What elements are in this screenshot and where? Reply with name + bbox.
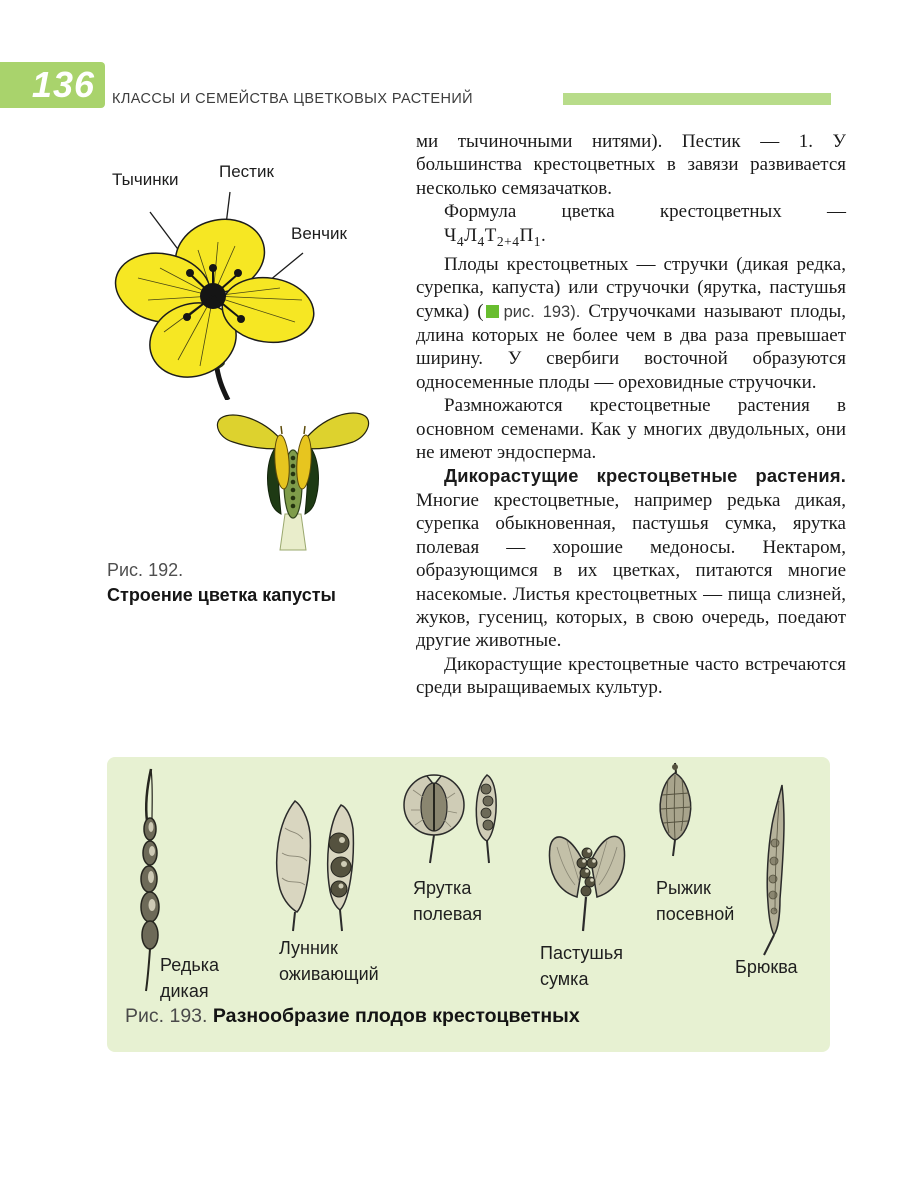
label-stamens: Тычинки xyxy=(112,170,179,189)
running-header: КЛАССЫ И СЕМЕЙСТВА ЦВЕТКОВЫХ РАСТЕНИЙ xyxy=(112,91,474,107)
fig193-caption xyxy=(125,1005,580,1028)
label-corolla: Венчик xyxy=(291,224,347,243)
fruit-camelina-illustration xyxy=(653,761,701,859)
formula-sub: 1 xyxy=(533,233,541,249)
paragraph-3 xyxy=(416,253,846,394)
page-number: 136 xyxy=(31,64,95,105)
formula-letter: П xyxy=(519,224,534,246)
paragraph-1: ми тычиночными нитями). Пестик — 1. У большинства крестоцветных в завязи развивается несколько семязачатков. xyxy=(416,131,846,199)
page-number-box xyxy=(0,62,105,108)
fruit-pennycress-illustration xyxy=(403,765,511,867)
fig193-caption-number: Рис. 193. xyxy=(125,1005,208,1027)
formula-letter: Т xyxy=(484,224,497,246)
formula-letter: Л xyxy=(464,224,478,246)
formula-period: . xyxy=(540,224,547,246)
fruit-shepherds-purse-illustration xyxy=(545,827,629,935)
fruit-label-camelina: Рыжик посевной xyxy=(656,878,735,924)
paragraph-2-lead: Формула цветка крестоцветных — xyxy=(444,201,846,223)
fig193-panel xyxy=(107,757,830,1052)
fruit-label-pennycress: Ярутка полевая xyxy=(413,878,482,924)
formula-letter: Ч xyxy=(444,224,457,246)
fig192-flower-section xyxy=(213,390,373,555)
formula-sub: 4 xyxy=(477,233,485,249)
figure-ref-label: рис. 193). xyxy=(503,302,581,321)
flower-section-illustration xyxy=(213,390,373,555)
paragraph-5-text: Многие крестоцветные, например редька дикая, сурепка обыкновенная, пастушья сумка, ярутка полевая — хорошие медоносы. Нектаром, образующимся в их цветках, питаются многие насекомые. Листья крестоцветных — пища слизней, жуков, гусениц, которых, в свою очередь, поедают другие животные. xyxy=(416,489,846,652)
fig192-caption xyxy=(107,560,336,606)
paragraph-5-heading: Дикорастущие крестоцветные растения. xyxy=(444,465,846,487)
paragraph-4: Размножаются крестоцветные растения в основном семенами. Как у многих двудольных, они не имеют эндосперма. xyxy=(416,395,846,464)
header-accent-bar xyxy=(563,93,831,105)
fig192-caption-title: Строение цветка капусты xyxy=(107,585,336,605)
fruit-label-shepherds-purse: Пастушья сумка xyxy=(540,943,623,989)
flower-formula xyxy=(416,224,846,253)
formula-sub: 4 xyxy=(456,233,465,249)
formula-sub: 2+4 xyxy=(496,233,520,249)
figure-ref-square-icon xyxy=(486,305,499,318)
fruit-label-swede: Брюква xyxy=(735,957,798,977)
label-pistil: Пестик xyxy=(219,162,274,181)
fig192-caption-number: Рис. 192. xyxy=(107,560,184,580)
fruit-honesty-illustration xyxy=(267,793,367,935)
fig193-caption-title: Разнообразие плодов крестоцветных xyxy=(212,1005,580,1027)
paragraph-6: Дикорастущие крестоцветные часто встречаются среди выращиваемых культур. xyxy=(416,653,846,699)
paragraph-5 xyxy=(416,464,846,652)
fruit-label-wild-radish: Редька дикая xyxy=(160,955,219,1001)
paragraph-3-text: Плоды крестоцветных — стручки (дикая редка, сурепка, капуста) или стручочки (ярутка, пастушья сумка) ( xyxy=(416,253,846,322)
fruit-label-honesty: Лунник оживающий xyxy=(279,938,379,984)
fruit-swede-illustration xyxy=(751,781,795,959)
article-column xyxy=(416,130,846,700)
paragraph-3-text-cont: Стручочками называют плоды, длина которых не более чем в два раза превышает ширину. У свербиги восточной образуются односеменные плоды — ореховидные стручочки. xyxy=(416,300,846,393)
